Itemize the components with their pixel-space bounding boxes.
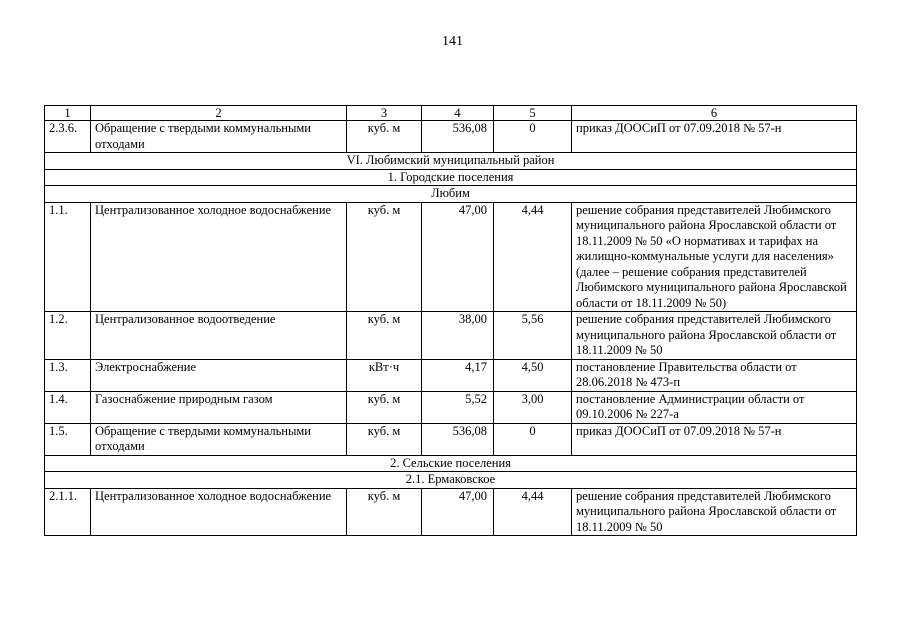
document-cell: постановление Администрации области от 09.10.2006 № 227-а — [572, 391, 857, 423]
row-number-cell: 1.4. — [45, 391, 91, 423]
section-row — [45, 153, 857, 170]
service-name-cell: Централизованное холодное водоснабжение — [91, 202, 347, 312]
column-header: 2 — [91, 106, 347, 121]
table-row — [45, 359, 857, 391]
unit-cell: куб. м — [347, 488, 422, 536]
row-number-cell: 2.3.6. — [45, 121, 91, 153]
column-header: 3 — [347, 106, 422, 121]
table-header-row — [45, 106, 857, 121]
tariff-cell: 3,00 — [494, 391, 572, 423]
tariff-cell: 5,56 — [494, 312, 572, 360]
document-cell: постановление Правительства области от 28.06.2018 № 473-п — [572, 359, 857, 391]
column-header: 1 — [45, 106, 91, 121]
service-name-cell: Централизованное водоотведение — [91, 312, 347, 360]
table-row — [45, 121, 857, 153]
section-row — [45, 455, 857, 472]
service-name-cell: Обращение с твердыми коммунальными отходами — [91, 121, 347, 153]
tariff-cell: 0 — [494, 423, 572, 455]
column-header: 4 — [422, 106, 494, 121]
table-row — [45, 391, 857, 423]
unit-cell: куб. м — [347, 391, 422, 423]
section-title: Любим — [45, 186, 857, 203]
service-name-cell: Централизованное холодное водоснабжение — [91, 488, 347, 536]
document-cell: решение собрания представителей Любимского муниципального района Ярославской области от 18.11.2009 № 50 «О нормативах и тарифах на жилищно-коммунальные услуги для населения» (далее – решение собрания представителей Любимского муниципального района Ярославской области от 18.11.2009 № 50) — [572, 202, 857, 312]
column-header: 5 — [494, 106, 572, 121]
row-number-cell: 1.5. — [45, 423, 91, 455]
page-number: 141 — [442, 34, 463, 49]
service-name-cell: Обращение с твердыми коммунальными отходами — [91, 423, 347, 455]
table-row — [45, 423, 857, 455]
document-cell: приказ ДООСиП от 07.09.2018 № 57-н — [572, 423, 857, 455]
section-row — [45, 169, 857, 186]
table-row — [45, 488, 857, 536]
unit-cell: куб. м — [347, 202, 422, 312]
row-number-cell: 1.2. — [45, 312, 91, 360]
norm-cell: 536,08 — [422, 423, 494, 455]
service-name-cell: Газоснабжение природным газом — [91, 391, 347, 423]
table-row — [45, 312, 857, 360]
tariff-table — [44, 105, 857, 536]
service-name-cell: Электроснабжение — [91, 359, 347, 391]
section-title: 1. Городские поселения — [45, 169, 857, 186]
norm-cell: 5,52 — [422, 391, 494, 423]
section-row — [45, 472, 857, 489]
norm-cell: 536,08 — [422, 121, 494, 153]
norm-cell: 47,00 — [422, 488, 494, 536]
document-cell: решение собрания представителей Любимского муниципального района Ярославской области от 18.11.2009 № 50 — [572, 312, 857, 360]
document-cell: решение собрания представителей Любимского муниципального района Ярославской области от 18.11.2009 № 50 — [572, 488, 857, 536]
norm-cell: 38,00 — [422, 312, 494, 360]
tariff-cell: 4,44 — [494, 202, 572, 312]
unit-cell: куб. м — [347, 121, 422, 153]
tariff-cell: 4,50 — [494, 359, 572, 391]
section-title: 2.1. Ермаковское — [45, 472, 857, 489]
row-number-cell: 2.1.1. — [45, 488, 91, 536]
section-row — [45, 186, 857, 203]
row-number-cell: 1.1. — [45, 202, 91, 312]
document-cell: приказ ДООСиП от 07.09.2018 № 57-н — [572, 121, 857, 153]
unit-cell: куб. м — [347, 312, 422, 360]
tariff-cell: 4,44 — [494, 488, 572, 536]
row-number-cell: 1.3. — [45, 359, 91, 391]
table-row — [45, 202, 857, 312]
tariff-cell: 0 — [494, 121, 572, 153]
unit-cell: кВт·ч — [347, 359, 422, 391]
unit-cell: куб. м — [347, 423, 422, 455]
section-title: VI. Любимский муниципальный район — [45, 153, 857, 170]
column-header: 6 — [572, 106, 857, 121]
norm-cell: 4,17 — [422, 359, 494, 391]
norm-cell: 47,00 — [422, 202, 494, 312]
section-title: 2. Сельские поселения — [45, 455, 857, 472]
